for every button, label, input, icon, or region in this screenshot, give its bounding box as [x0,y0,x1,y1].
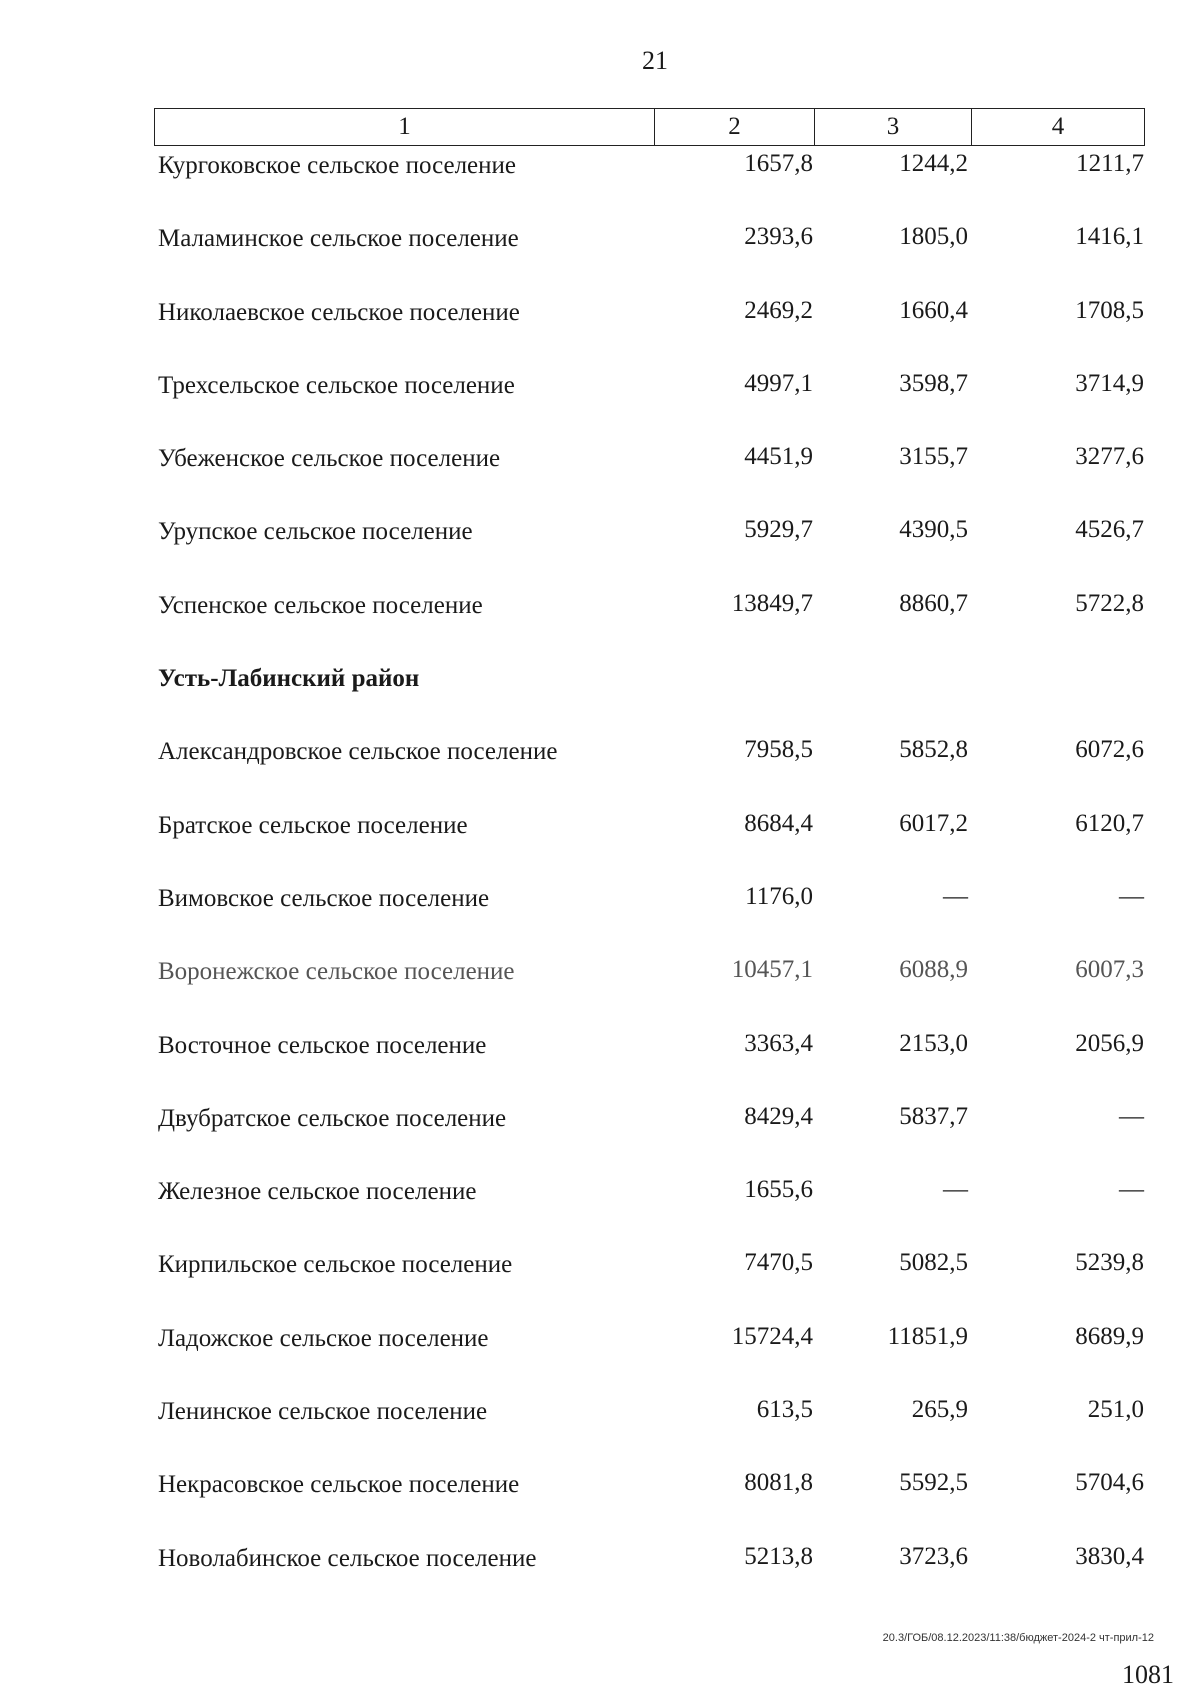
value-col-3: 3723,6 [899,1542,968,1570]
value-col-4: 6007,3 [1075,956,1144,984]
settlement-name: Двубратское сельское поселение [158,1104,507,1132]
settlement-name: Железное сельское поселение [158,1178,477,1206]
settlement-name: Ленинское сельское поселение [158,1398,488,1426]
settlement-name: Воронежское сельское поселение [158,958,515,986]
settlement-name: Александровское сельское поселение [158,738,558,766]
value-col-3: — [943,882,968,910]
table-row [0,1245,1200,1318]
table-row [0,512,1200,585]
value-col-4: 5722,8 [1075,589,1144,617]
value-col-2: 8081,8 [744,1469,813,1497]
value-col-4: 3830,4 [1075,1542,1144,1570]
value-col-2: 1655,6 [744,1176,813,1204]
value-col-4: — [1119,882,1144,910]
value-col-3: 11851,9 [887,1322,968,1350]
value-col-3: 5592,5 [899,1469,968,1497]
value-col-3: 2153,0 [899,1029,968,1057]
value-col-3: 5082,5 [899,1249,968,1277]
value-col-2: 2393,6 [744,223,813,251]
value-col-2: 2469,2 [744,296,813,324]
value-col-2: 7470,5 [744,1249,813,1277]
column-header-table [154,108,1145,146]
table-row [0,1392,1200,1465]
value-col-3: — [943,1176,968,1204]
table-row [0,146,1200,219]
value-col-4: 3277,6 [1075,443,1144,471]
settlement-name: Вимовское сельское поселение [158,884,490,912]
table-row [0,1026,1200,1099]
table-row [0,1539,1200,1612]
value-col-4: 1211,7 [1076,150,1144,177]
table-row [0,732,1200,805]
district-section-heading [0,659,1200,732]
table-row [0,806,1200,879]
settlement-name: Трехсельское сельское поселение [158,371,515,399]
value-col-2: 5213,8 [744,1542,813,1570]
column-header-4: 4 [972,109,1145,146]
value-col-2: 15724,4 [731,1322,813,1350]
settlement-name: Восточное сельское поселение [158,1031,487,1059]
value-col-2: 8684,4 [744,809,813,837]
value-col-2: 7958,5 [744,736,813,764]
settlement-name: Новолабинское сельское поселение [158,1544,537,1572]
table-row [0,1465,1200,1538]
column-header-3: 3 [815,109,972,146]
value-col-4: 1416,1 [1075,223,1144,251]
value-col-3: 1805,0 [899,223,968,251]
value-col-4: 2056,9 [1075,1029,1144,1057]
table-row [0,1099,1200,1172]
table-row [0,439,1200,512]
value-col-3: 4390,5 [899,516,968,544]
footer-page-number: 1081 [1122,1660,1174,1689]
value-col-2: 8429,4 [744,1102,813,1130]
value-col-3: 6017,2 [899,809,968,837]
settlement-name: Убеженское сельское поселение [158,445,501,473]
table-row [0,293,1200,366]
value-col-3: 6088,9 [899,956,968,984]
settlement-name: Урупское сельское поселение [158,518,473,546]
value-col-3: 5852,8 [899,736,968,764]
settlement-name: Некрасовское сельское поселение [158,1471,520,1499]
document-code: 20.3/ГОБ/08.12.2023/11:38/бюджет-2024-2 чт-прил-12 [882,1632,1154,1644]
table-row [0,1172,1200,1245]
value-col-2: 1176,0 [745,882,813,910]
table-row [0,1319,1200,1392]
value-col-3: 3155,7 [899,443,968,471]
settlement-name: Ладожское сельское поселение [158,1324,489,1352]
settlement-name: Братское сельское поселение [158,811,468,839]
value-col-4: 5704,6 [1075,1469,1144,1497]
page-number: 21 [642,46,668,75]
value-col-4: 4526,7 [1075,516,1144,544]
value-col-2: 613,5 [756,1396,813,1424]
settlement-name: Кургоковское сельское поселение [158,152,517,179]
value-col-4: 3714,9 [1075,369,1144,397]
table-row [0,879,1200,952]
settlement-name: Кирпильское сельское поселение [158,1251,513,1279]
value-col-2: 5929,7 [744,516,813,544]
value-col-4: 1708,5 [1075,296,1144,324]
settlement-name: Николаевское сельское поселение [158,298,520,326]
value-col-3: 265,9 [911,1396,968,1424]
column-header-2: 2 [655,109,815,146]
district-name: Усть-Лабинский район [158,665,420,693]
value-col-3: 1244,2 [899,150,968,177]
settlement-table-body [0,146,1200,1612]
column-header-row [155,109,1145,146]
value-col-3: 1660,4 [899,296,968,324]
value-col-4: 6120,7 [1075,809,1144,837]
settlement-name: Маламинское сельское поселение [158,225,519,253]
value-col-3: 3598,7 [899,369,968,397]
value-col-3: 5837,7 [899,1102,968,1130]
value-col-3: 8860,7 [899,589,968,617]
value-col-4: 6072,6 [1075,736,1144,764]
settlement-name: Успенское сельское поселение [158,591,483,619]
value-col-2: 3363,4 [744,1029,813,1057]
value-col-4: 5239,8 [1075,1249,1144,1277]
value-col-4: 8689,9 [1075,1322,1144,1350]
value-col-4: 251,0 [1087,1396,1144,1424]
table-row [0,952,1200,1025]
value-col-2: 4451,9 [744,443,813,471]
value-col-2: 10457,1 [731,956,813,984]
table-row [0,219,1200,292]
value-col-4: — [1119,1102,1144,1130]
value-col-2: 1657,8 [744,150,813,177]
value-col-4: — [1119,1176,1144,1204]
value-col-2: 13849,7 [731,589,813,617]
table-row [0,586,1200,659]
table-row [0,366,1200,439]
column-header-1: 1 [155,109,655,146]
value-col-2: 4997,1 [744,369,813,397]
